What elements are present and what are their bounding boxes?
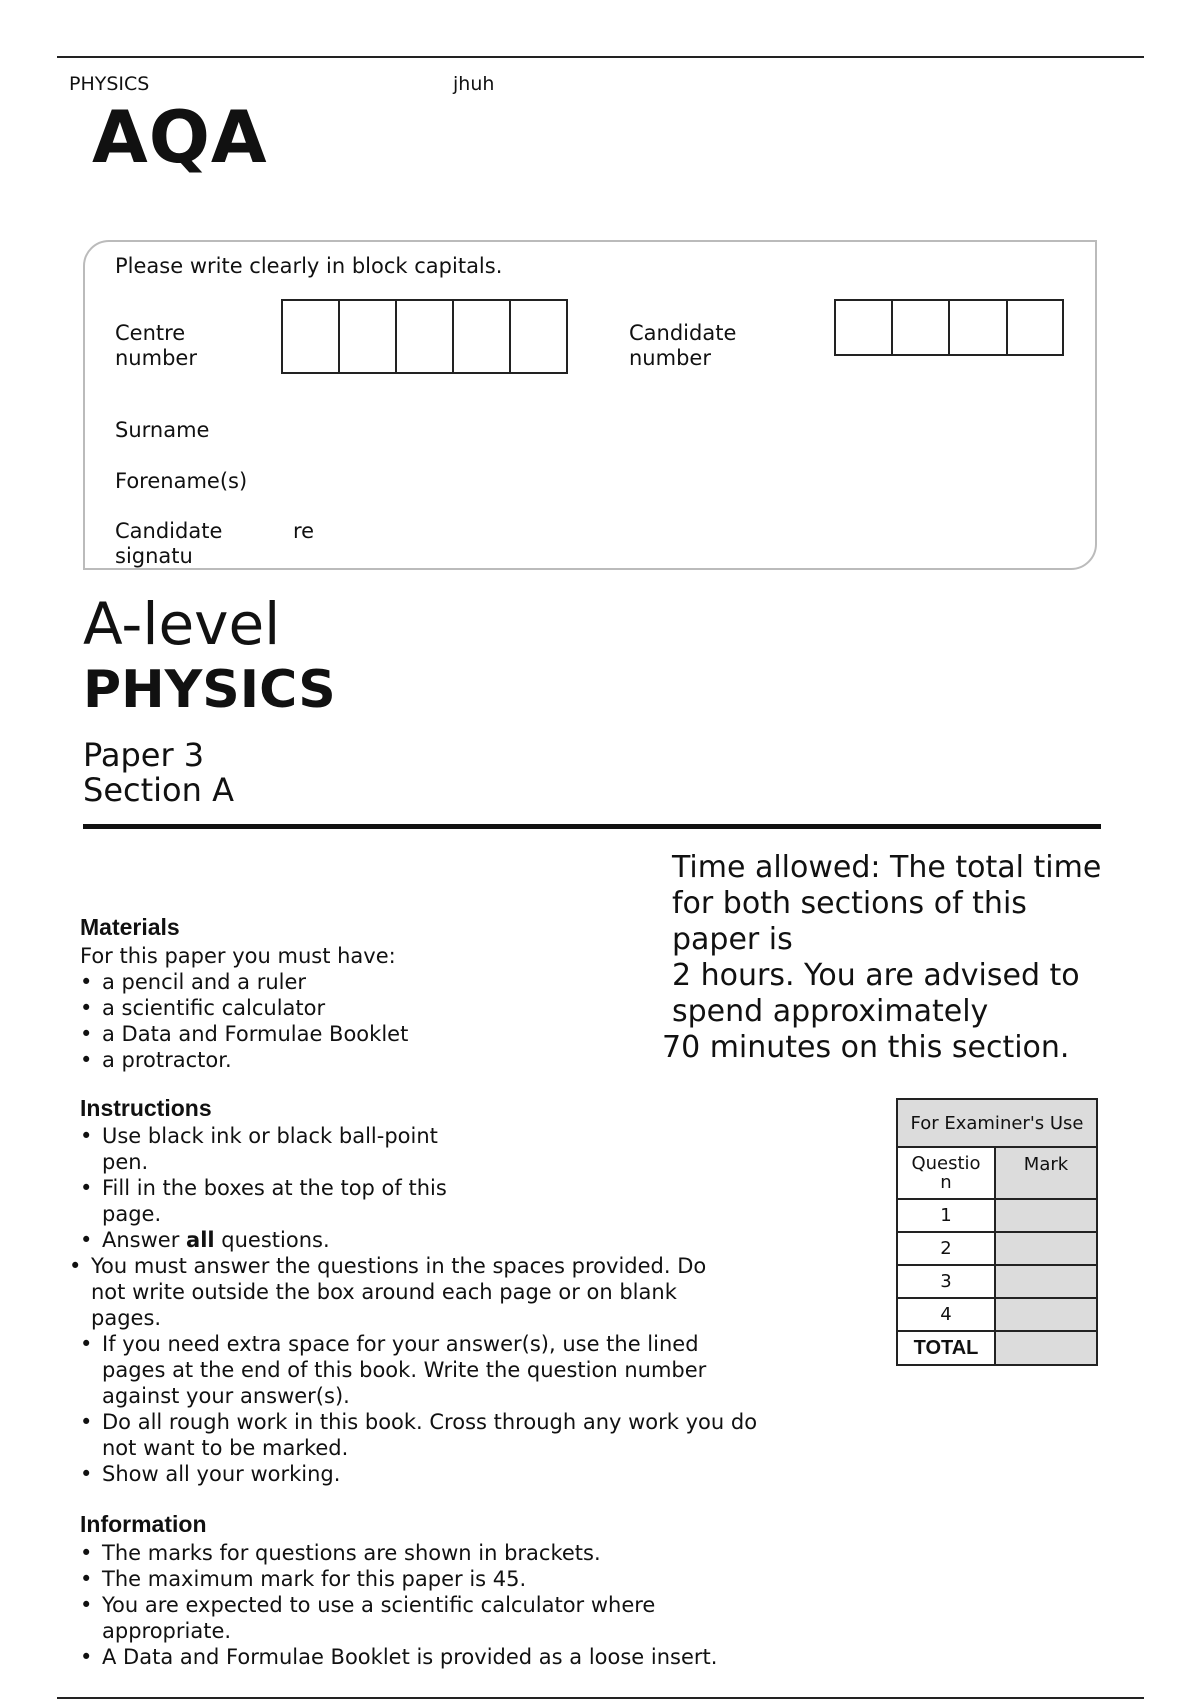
paper-info [83, 738, 234, 808]
total-mark-cell[interactable] [995, 1331, 1097, 1365]
title-divider [83, 824, 1101, 829]
materials-item: • a Data and Formulae Booklet [80, 1021, 600, 1047]
candidate-number-box-4[interactable] [1008, 301, 1062, 354]
time-line-4: 2 hours. You are advised to [672, 958, 1080, 993]
materials-item: • a pencil and a ruler [80, 969, 600, 995]
instruction-item: • If you need extra space for your answer(s), use the lined pages at the end of this book. Write the question number against your answer(s). [80, 1331, 820, 1409]
mark-cell[interactable] [995, 1232, 1097, 1265]
centre-number-box-1[interactable] [283, 301, 340, 372]
centre-number-box-2[interactable] [340, 301, 397, 372]
centre-number-box-5[interactable] [511, 301, 566, 372]
mark-cell[interactable] [995, 1199, 1097, 1232]
instruction-item: • Fill in the boxes at the top of this page. [80, 1175, 820, 1227]
centre-number-label: Centre number [115, 321, 197, 370]
instruction-item: • Do all rough work in this book. Cross through any work you do not want to be marked. [80, 1409, 820, 1461]
information-item: • The maximum mark for this paper is 45. [80, 1566, 820, 1592]
total-label: TOTAL [897, 1331, 995, 1365]
time-line-5: spend approximately [672, 994, 989, 1029]
time-line-1: Time allowed: The total time [672, 850, 1102, 885]
header-ref: jhuh [453, 73, 495, 95]
instruction-item: • Answer all questions. [80, 1227, 820, 1253]
information-heading: Information [80, 1511, 207, 1537]
materials-item: • a protractor. [80, 1047, 600, 1073]
block-capitals-instruction: Please write clearly in block capitals. [115, 254, 503, 278]
instructions-section [80, 1123, 820, 1487]
top-rule [57, 56, 1144, 58]
candidate-number-boxes[interactable] [834, 299, 1064, 356]
centre-number-boxes[interactable] [281, 299, 568, 374]
time-line-6: 70 minutes on this section. [662, 1030, 1070, 1065]
candidate-number-box-3[interactable] [950, 301, 1008, 354]
paper-section: Section A [83, 771, 234, 809]
examiner-use-title: For Examiner's Use [897, 1099, 1097, 1147]
time-line-2: for both sections of this [672, 886, 1027, 921]
time-allowed [662, 850, 1112, 1066]
candidate-number-box-1[interactable] [836, 301, 893, 354]
information-item: • A Data and Formulae Booklet is provided as a loose insert. [80, 1644, 820, 1670]
information-item: • You are expected to use a scientific calculator where appropriate. [80, 1592, 820, 1644]
candidate-details-box [83, 240, 1097, 570]
materials-section [80, 943, 600, 1073]
instruction-item: • Show all your working. [80, 1461, 820, 1487]
mark-column-header: Mark [995, 1147, 1097, 1199]
centre-number-box-4[interactable] [454, 301, 511, 372]
candidate-number-box-2[interactable] [893, 301, 950, 354]
bottom-rule [57, 1697, 1144, 1699]
time-line-3: paper is [672, 922, 793, 957]
forenames-label: Forename(s) [115, 469, 248, 493]
question-number: 3 [897, 1265, 995, 1298]
examiner-use-table [896, 1098, 1098, 1366]
question-number: 4 [897, 1298, 995, 1331]
materials-intro: For this paper you must have: [80, 944, 396, 968]
candidate-signature-fragment: re [293, 519, 315, 543]
mark-cell[interactable] [995, 1298, 1097, 1331]
surname-label: Surname [115, 418, 210, 442]
candidate-signature-label: Candidate signatu [115, 519, 223, 568]
question-number: 1 [897, 1199, 995, 1232]
mark-cell[interactable] [995, 1265, 1097, 1298]
centre-number-box-3[interactable] [397, 301, 454, 372]
candidate-number-label: Candidate number [629, 321, 737, 370]
instructions-heading: Instructions [80, 1095, 212, 1121]
question-column-header: Questio n [897, 1147, 995, 1199]
header-subject: PHYSICS [69, 73, 150, 95]
instruction-item: • You must answer the questions in the spaces provided. Do not write outside the box around each page or on blank pages. [69, 1253, 820, 1331]
information-section [80, 1540, 820, 1670]
materials-heading: Materials [80, 914, 180, 940]
subject-title: PHYSICS [83, 660, 336, 720]
information-item: • The marks for questions are shown in brackets. [80, 1540, 820, 1566]
question-number: 2 [897, 1232, 995, 1265]
qualification-level: A-level [83, 590, 281, 658]
paper-number: Paper 3 [83, 736, 205, 774]
instruction-item: • Use black ink or black ball-point pen. [80, 1123, 820, 1175]
materials-item: • a scientific calculator [80, 995, 600, 1021]
aqa-logo: AQA [92, 95, 268, 179]
